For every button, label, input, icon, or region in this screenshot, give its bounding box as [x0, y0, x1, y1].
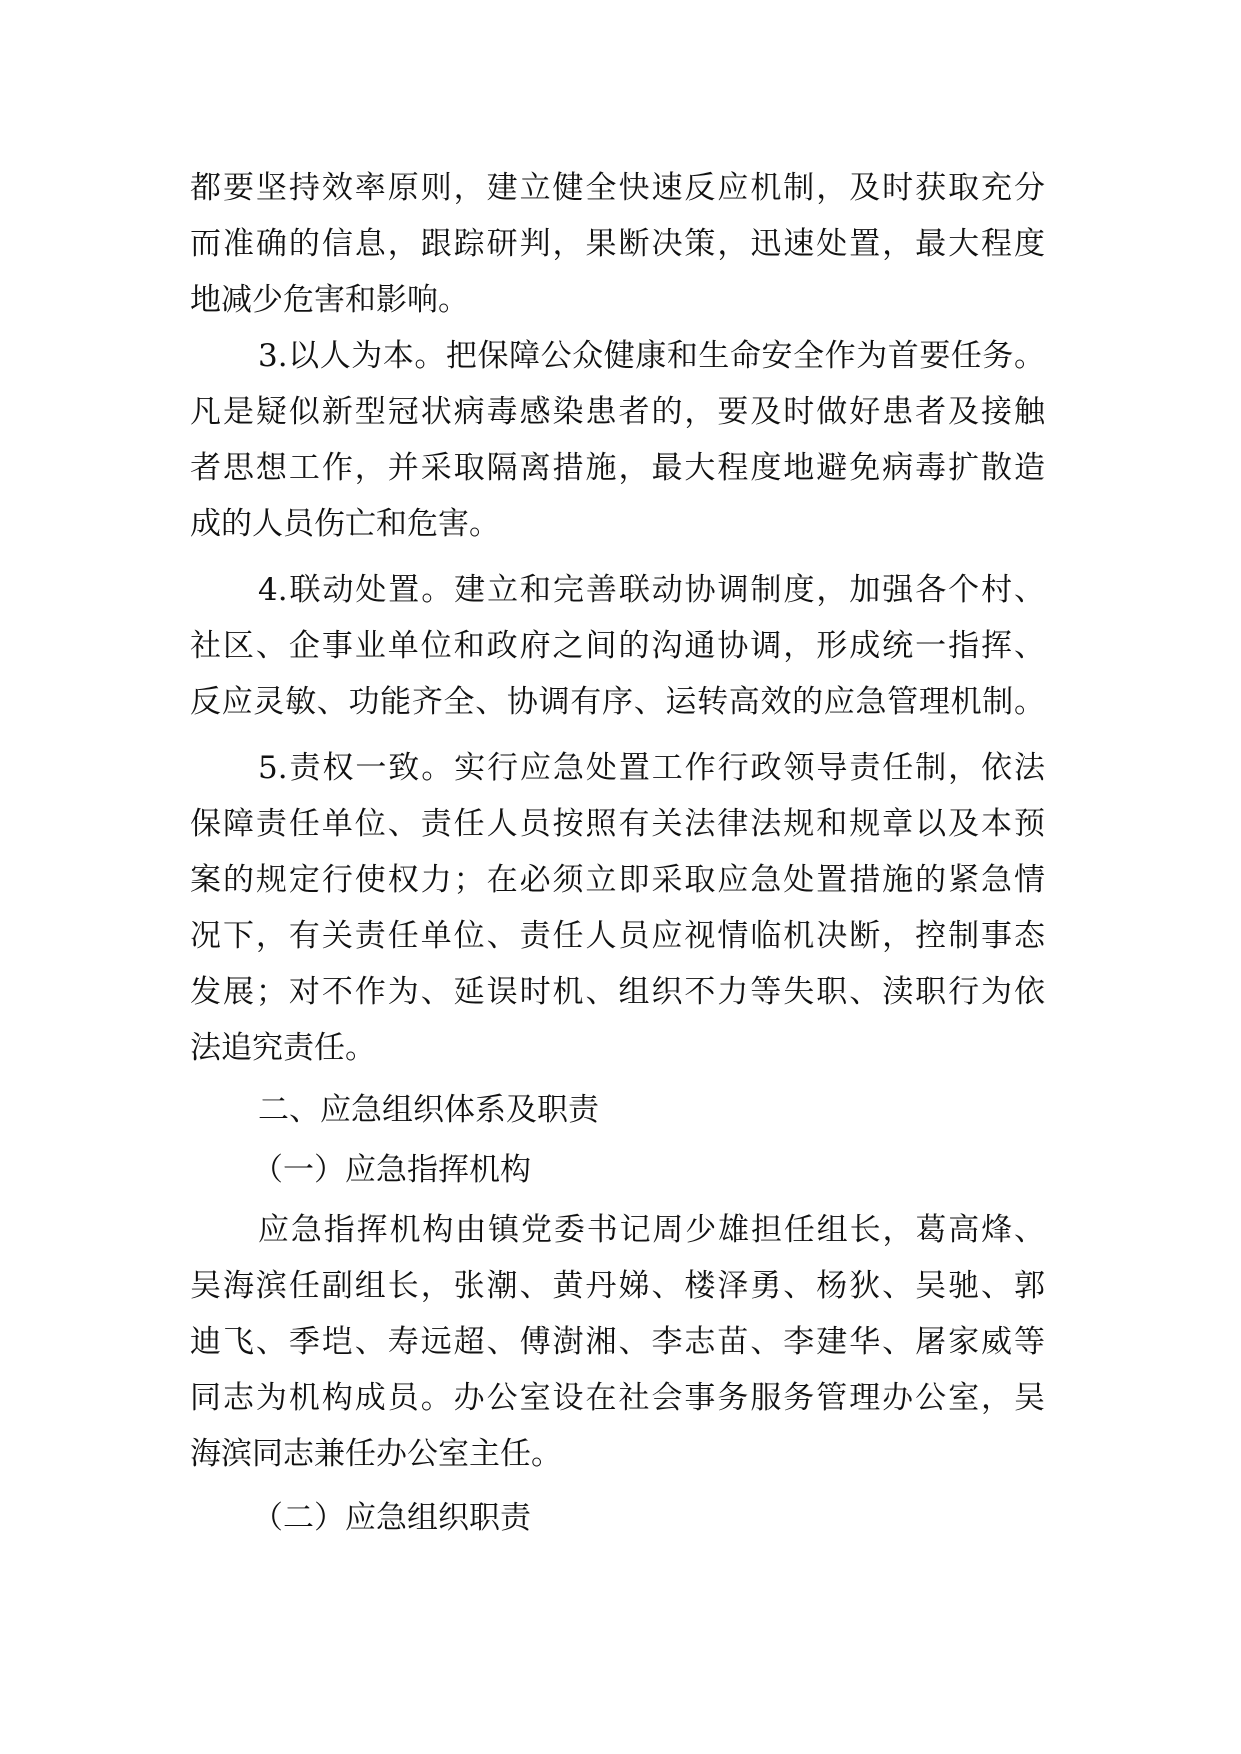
- text-line: 保障责任单位、责任人员按照有关法律法规和规章以及本预: [190, 806, 1045, 842]
- subsection-heading: （一）应急指挥机构: [252, 1152, 531, 1188]
- text-line: 同志为机构成员。办公室设在社会事务服务管理办公室，吴: [190, 1380, 1045, 1416]
- paragraph-first-line: 3.以人为本。把保障公众健康和生命安全作为首要任务。: [258, 338, 1045, 374]
- paragraph-first-line: 应急指挥机构由镇党委书记周少雄担任组长，葛高烽、: [258, 1212, 1045, 1248]
- text-line: 成的人员伤亡和危害。: [190, 506, 500, 542]
- text-line: 况下，有关责任单位、责任人员应视情临机决断，控制事态: [190, 918, 1045, 954]
- section-heading: 二、应急组织体系及职责: [258, 1092, 599, 1128]
- text-line: 迪飞、季垲、寿远超、傅澍湘、李志苗、李建华、屠家威等: [190, 1324, 1045, 1360]
- paragraph-first-line: 4.联动处置。建立和完善联动协调制度，加强各个村、: [258, 572, 1045, 608]
- text-line: 凡是疑似新型冠状病毒感染患者的，要及时做好患者及接触: [190, 394, 1045, 430]
- text-line: 反应灵敏、功能齐全、协调有序、运转高效的应急管理机制。: [190, 684, 1045, 720]
- text-line: 社区、企事业单位和政府之间的沟通协调，形成统一指挥、: [190, 628, 1045, 664]
- text-line: 地减少危害和影响。: [190, 282, 469, 318]
- text-line: 者思想工作，并采取隔离措施，最大程度地避免病毒扩散造: [190, 450, 1045, 486]
- text-line: 发展；对不作为、延误时机、组织不力等失职、渎职行为依: [190, 974, 1045, 1010]
- paragraph-first-line: 5.责权一致。实行应急处置工作行政领导责任制，依法: [258, 750, 1045, 786]
- text-line: 法追究责任。: [190, 1030, 376, 1066]
- subsection-heading: （二）应急组织职责: [252, 1500, 531, 1536]
- text-line: 海滨同志兼任办公室主任。: [190, 1436, 562, 1472]
- text-line: 吴海滨任副组长，张潮、黄丹娣、楼泽勇、杨狄、吴驰、郭: [190, 1268, 1045, 1304]
- text-line: 都要坚持效率原则，建立健全快速反应机制，及时获取充分: [190, 170, 1045, 206]
- text-line: 而准确的信息，跟踪研判，果断决策，迅速处置，最大程度: [190, 226, 1045, 262]
- text-line: 案的规定行使权力；在必须立即采取应急处置措施的紧急情: [190, 862, 1045, 898]
